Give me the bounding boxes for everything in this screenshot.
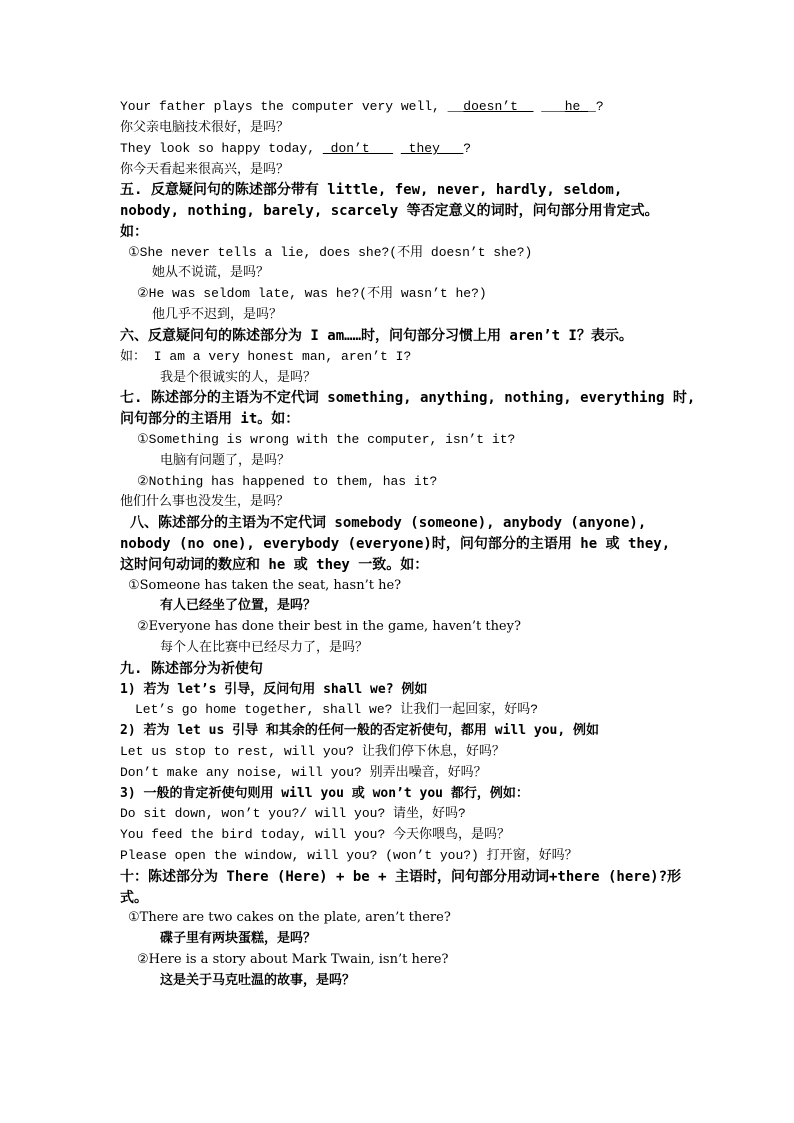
blank-answer: doesn’t__ — [463, 99, 534, 114]
blank-answer: _they___ — [400, 141, 464, 156]
example-sentence: Don’t make any noise, will you? 别弄出噪音，好吗？ — [120, 765, 487, 780]
rule-heading: 十：陈述部分为 There (Here) + be + 主语时，问句部分用动词+there (here)?形 — [120, 869, 682, 885]
translation: 你今天看起来很高兴，是吗？ — [120, 162, 290, 177]
example-sentence: They look so happy today, _don’t___ _they___? — [120, 141, 472, 156]
rule-heading: nobody (no one), everybody (everyone)时，问句部分的主语用 he 或 they, — [120, 536, 671, 552]
example-sentence: Your father plays the computer very well, __doesn’t__ ___he__? — [120, 99, 604, 114]
rule-heading: 八、陈述部分的主语为不定代词 somebody (someone), anybody (anyone), — [130, 515, 647, 531]
rule-heading: 如： — [120, 224, 148, 240]
example-sentence: Let us stop to rest, will you? 让我们停下休息，好吗？ — [120, 744, 505, 759]
rule-subheading: 3) 一般的肯定祈使句则用 will you 或 won’t you 都行，例如： — [120, 786, 529, 801]
example-sentence: Let’s go home together, shall we? 让我们一起回家，好吗? — [135, 702, 539, 717]
translation: 电脑有问题了，是吗？ — [160, 453, 291, 468]
rule-heading: 七. 陈述部分的主语为不定代词 something, anything, nothing, everything 时, — [120, 390, 696, 406]
translation: 每个人在比赛中已经尽力了，是吗？ — [160, 640, 369, 655]
example-sentence: You feed the bird today, will you? 今天你喂鸟，是吗？ — [120, 827, 511, 842]
example-sentence: ①Something is wrong with the computer, isn’t it? — [137, 432, 516, 447]
example-sentence: ②He was seldom late, was he?(不用 wasn’t he?) — [137, 286, 487, 301]
example-sentence: ②Nothing has happened to them, has it? — [137, 474, 438, 489]
translation: 他几乎不迟到，是吗？ — [152, 307, 283, 322]
blank-answer: he_ — [564, 99, 589, 114]
example-sentence: ②Here is a story about Mark Twain, isn’t here? — [137, 952, 449, 967]
example-sentence: ①She never tells a lie, does she?(不用 doesn’t she?) — [128, 245, 533, 260]
example-sentence: 如： I am a very honest man, aren’t I? — [120, 349, 412, 364]
translation: 他们什么事也没发生，是吗？ — [120, 494, 290, 509]
translation: 碟子里有两块蛋糕，是吗？ — [160, 931, 317, 946]
blank-answer: _don’t___ — [322, 141, 394, 156]
example-sentence: ①There are two cakes on the plate, aren’t there? — [128, 910, 451, 925]
rule-heading: 五. 反意疑问句的陈述部分带有 little, few, never, hardly, seldom, — [120, 182, 623, 198]
translation: 我是个很诚实的人，是吗？ — [160, 370, 317, 385]
translation: 有人已经坐了位置，是吗？ — [160, 598, 317, 613]
translation: 这是关于马克吐温的故事，是吗？ — [160, 973, 356, 988]
rule-heading: 六、反意疑问句的陈述部分为 I am……时，问句部分习惯上用 aren’t I？表示。 — [120, 328, 633, 344]
rule-heading: nobody, nothing, barely, scarcely 等否定意义的词时，问句部分用肯定式。 — [120, 203, 659, 219]
example-sentence: Please open the window, will you? (won’t you?) 打开窗，好吗？ — [120, 848, 578, 863]
translation: 她从不说谎，是吗？ — [152, 265, 270, 280]
example-sentence: ②Everyone has done their best in the game, haven’t they? — [137, 619, 521, 634]
example-sentence: ①Someone has taken the seat, hasn’t he? — [128, 578, 402, 593]
rule-heading: 式。 — [120, 890, 148, 906]
example-sentence: Do sit down, won’t you?/ will you? 请坐，好吗? — [120, 806, 466, 821]
rule-heading: 这时问句动词的数应和 he 或 they 一致。如： — [120, 557, 429, 573]
rule-heading: 九. 陈述部分为祈使句 — [120, 661, 263, 677]
rule-subheading: 2) 若为 let us 引导 和其余的任何一般的否定祈使句，都用 will you, 例如 — [120, 723, 600, 738]
rule-heading: 问句部分的主语用 it。如： — [120, 411, 300, 427]
rule-subheading: 1) 若为 let’s 引导，反问句用 shall we? 例如 — [120, 682, 428, 697]
translation: 你父亲电脑技术很好，是吗？ — [120, 120, 290, 135]
